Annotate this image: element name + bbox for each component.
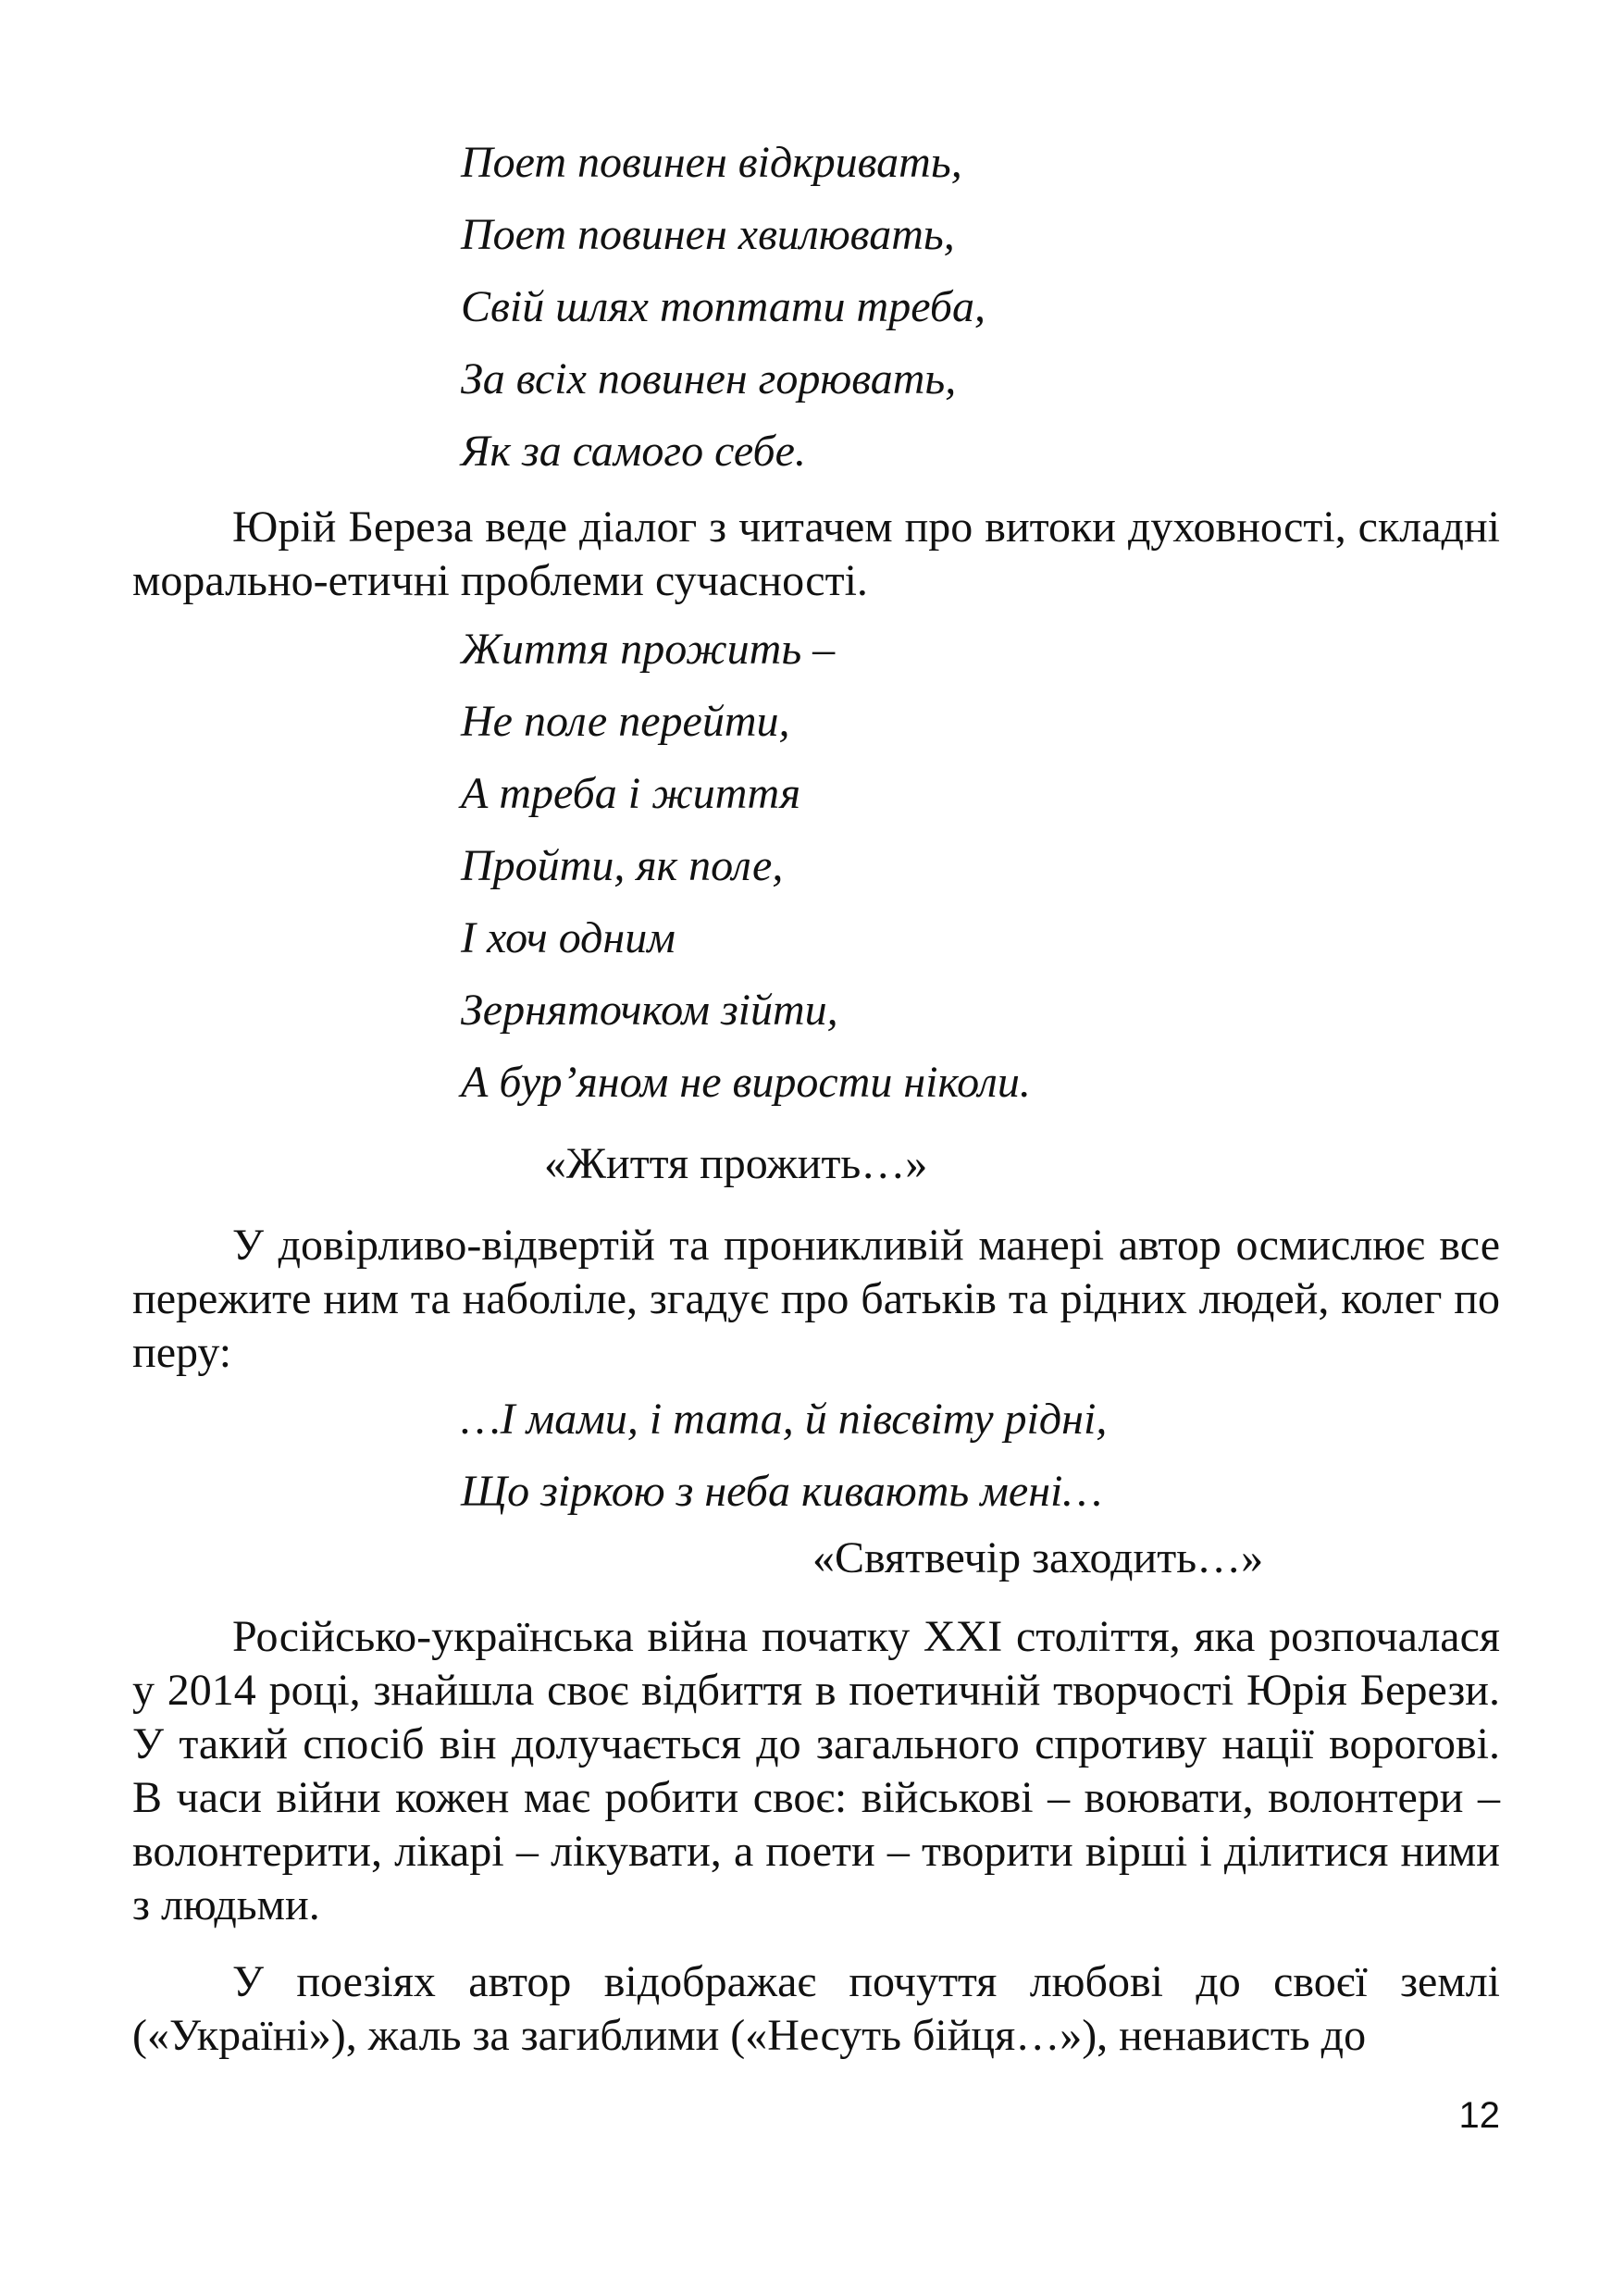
body-paragraph: Юрій Береза веде діалог з читачем про витоки духовності, складні морально-етичні проблеми сучасності. — [132, 502, 1500, 605]
poem-line: А треба і життя — [461, 769, 801, 818]
poem-line: І хоч одним — [461, 913, 676, 962]
poem-line: А бур’яном не вирости ніколи. — [461, 1058, 1031, 1107]
poem-line: Що зіркою з неба кивають мені… — [461, 1467, 1103, 1516]
poem-line: За всіх повинен горювать, — [461, 354, 957, 403]
body-paragraph: У поезіях автор відображає почуття любові до своєї землі («Україні»), жаль за загиблими («Несуть бійця…»), ненависть до — [132, 1957, 1500, 2060]
poem-stanza-3 — [461, 1383, 1107, 1528]
poem-line: Поет повинен відкривать, — [461, 138, 962, 187]
poem-line: Життя прожить – — [461, 625, 836, 674]
poem-line: Як за самого себе. — [461, 427, 806, 476]
poem-line: Не поле перейти, — [461, 697, 790, 746]
poem-line: Зерняточком зійти, — [461, 986, 838, 1035]
poem-stanza-1 — [461, 127, 986, 488]
poem-line: …І мами, і тата, й півсвіту рідні, — [461, 1395, 1108, 1444]
poem-attribution: «Життя прожить…» — [544, 1139, 928, 1188]
poem-line: Свій шлях топтати треба, — [461, 282, 986, 331]
poem-attribution: «Святвечір заходить…» — [812, 1533, 1264, 1582]
body-paragraph: У довірливо-відвертій та проникливій манері автор осмислює все пережите ним та наболіле, згадує про батьків та рідних людей, колег по перу: — [132, 1221, 1500, 1377]
page-number: 12 — [1458, 2095, 1500, 2136]
poem-line: Поет повинен хвилювать, — [461, 210, 955, 259]
poem-line: Пройти, як поле, — [461, 841, 784, 890]
poem-stanza-2 — [461, 614, 1031, 1119]
body-paragraph: Російсько-українська війна початку XXI століття, яка розпочалася у 2014 році, знайшла своє відбиття в поетичній творчості Юрія Берези. У такий спосіб він долучається до загального спротиву нації ворогові. В часи війни кожен має робити своє: військові – воювати, волонтери – волонтерити, лікарі – лікувати, а поети – творити вірші і ділитися ними з людьми. — [132, 1612, 1500, 1929]
